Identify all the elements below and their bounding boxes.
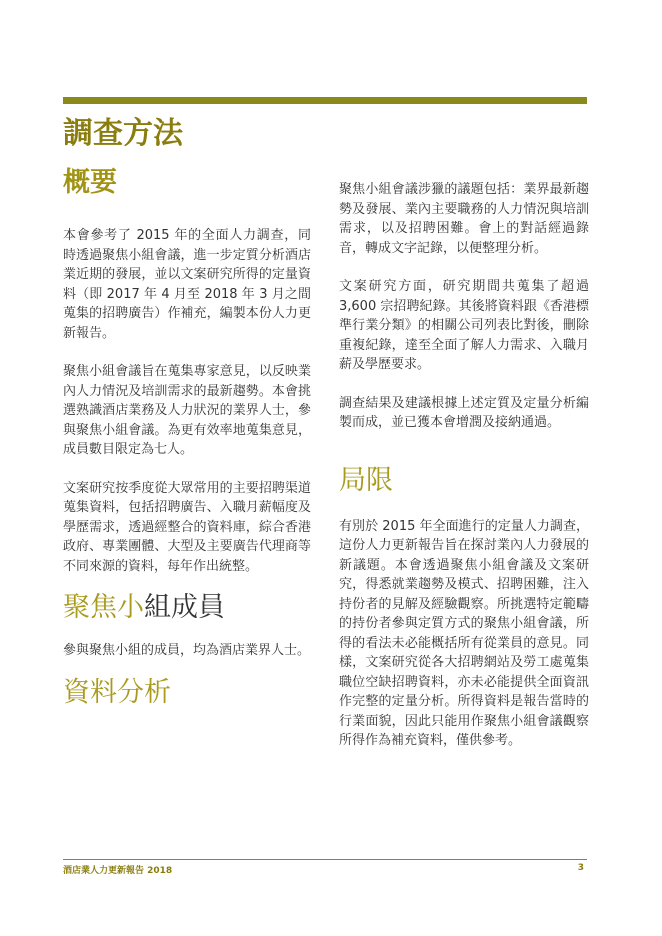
page-title: 調查方法 (63, 116, 183, 151)
right-column (339, 180, 589, 751)
analysis-paragraph-3: 調查結果及建議根據上述定質及定量分析編製而成，並已獲本會增潤及接納通過。 (339, 395, 589, 430)
footer-page-number: 3 (577, 863, 584, 873)
overview-paragraph-2: 聚焦小組會議旨在蒐集專家意見，以反映業內人力情況及培訓需求的最新趨勢。本會挑選熟識酒店業務及人力狀況的業界人士，參與聚焦小組會議。為更有效率地蒐集意見，成員數目限定為七人。 (63, 364, 311, 457)
overview-paragraph-1: 本會參考了 2015 年的全面人力調查，同時透過聚焦小組會議，進一步定質分析酒店業近期的發展，並以文案研究所得的定量資料（即 2017 年 4 月至 2018 年 3 月之間蒐集的招聘廣告）作補充，編製本份人力更新報告。 (63, 228, 311, 341)
analysis-heading: 資料分析 (63, 676, 171, 708)
members-heading (63, 590, 311, 626)
top-rule (63, 97, 587, 104)
limits-paragraph: 有別於 2015 年全面進行的定量人力調查，這份人力更新報告旨在探討業內人力發展的新議題。本會透過聚焦小組會議及文案研究，得悉就業趨勢及模式、招聘困難，注入持份者的見解及經驗觀察。所挑選特定範疇的持份者參與定質方式的聚焦小組會議，所得的看法未必能概括所有從業員的意見。同樣，文案研究從各大招聘網站及勞工處蒐集職位空缺招聘資料，亦未必能提供全面資訊作完整的定量分析。所得資料是報告當時的行業面貌，因此只能用作聚焦小組會議觀察所得作為補充資料，僅供參考。 (339, 518, 589, 748)
overview-heading: 概要 (63, 167, 117, 198)
footer-rule (63, 859, 587, 860)
overview-paragraph-3: 文案研究按季度從大眾常用的主要招聘渠道蒐集資料，包括招聘廣告、入職月薪幅度及學歷需求，透過經整合的資料庫，綜合香港政府、專業團體、大型及主要廣告代理商等不同來源的資料，每年作出統整。 (63, 480, 311, 574)
limits-heading: 局限 (339, 464, 393, 496)
left-column (63, 165, 311, 711)
footer-report-name: 酒店業人力更新報告 2018 (63, 866, 173, 876)
analysis-paragraph-1: 聚焦小組會議涉獵的議題包括：業界最新趨勢及發展、業內主要職務的人力情況與培訓需求，以及招聘困難。會上的對話經過錄音，轉成文字記錄，以便整理分析。 (339, 182, 589, 256)
members-heading-part-a: 聚焦小 (63, 592, 144, 623)
analysis-paragraph-2: 文案研究方面，研究期間共蒐集了超過 3,600 宗招聘紀錄。其後將資料跟《香港標準行業分類》的相關公司列表比對後，刪除重複紀錄，達至全面了解人力需求、入職月薪及學歷要求。 (339, 279, 589, 372)
members-paragraph: 參與聚焦小組的成員，均為酒店業界人士。 (63, 643, 311, 658)
members-heading-part-b: 組成員 (144, 592, 225, 623)
